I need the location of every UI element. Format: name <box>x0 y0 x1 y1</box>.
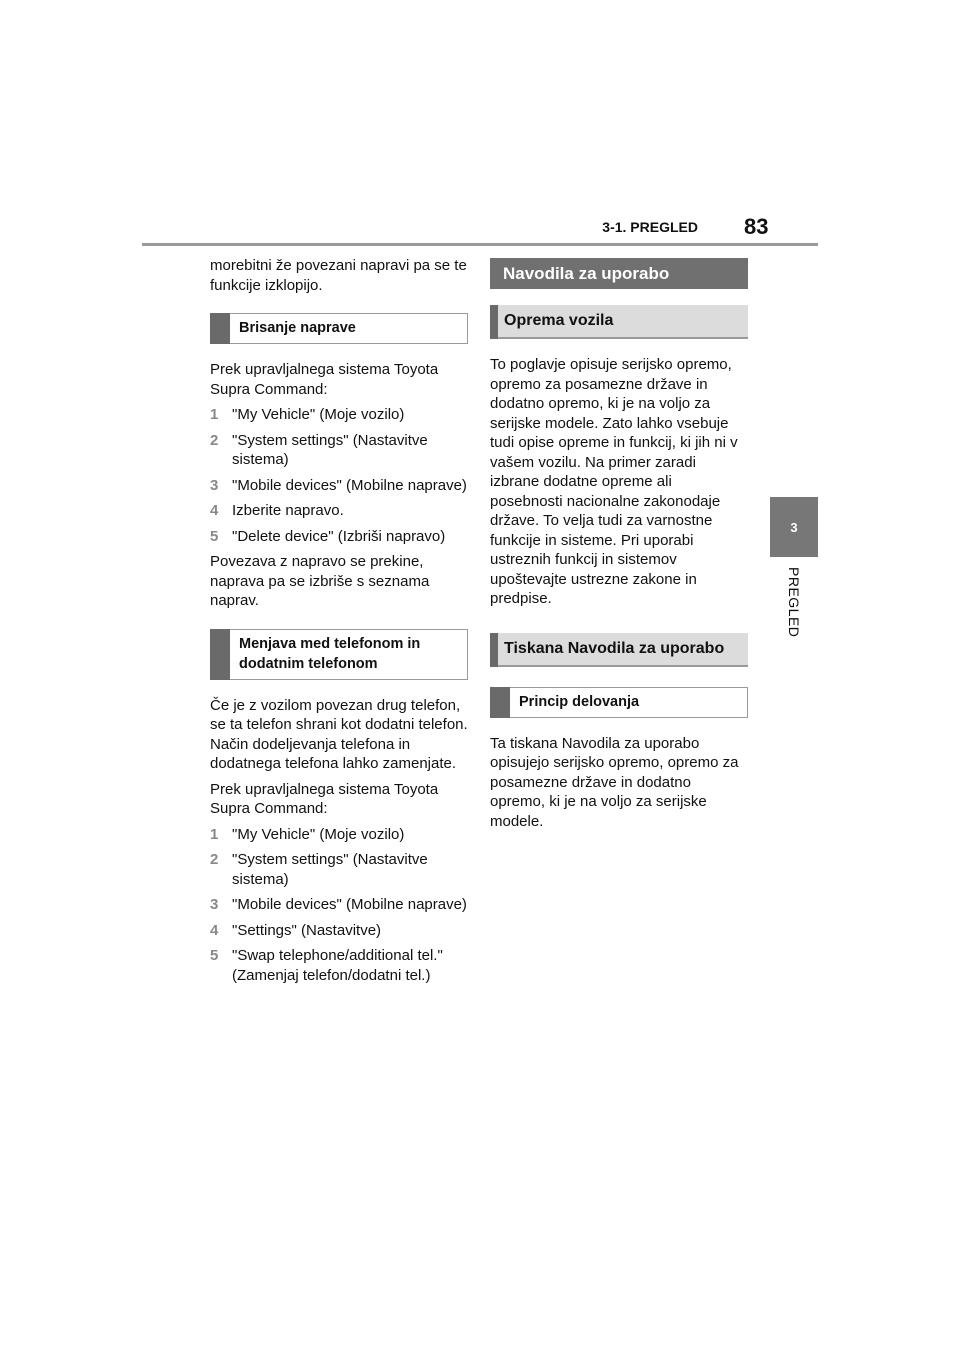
steps-list-delete <box>210 405 468 546</box>
paragraph: To poglavje opisuje serijsko opremo, opremo za posamezne države in dodatno opremo, ki je na voljo za serijske modele. Zato lahko vsebuje tudi opise opreme in funkcij, ki jih ni v vašem vozilu. Na primer zaradi izbrane dodatne opreme ali posebnosti nacionalne zakonodaje države. To velja tudi za varnostne funkcije in sisteme. Pri uporabi ustreznih funkcij in sistemov upoštevajte ustrezne zakone in predpise. <box>490 356 738 607</box>
intro-paragraph: morebitni že povezani napravi pa se te funkcije izklopijo. <box>210 257 467 294</box>
list-item: 2 "System settings" (Nastavitve sistema) <box>210 431 428 468</box>
paragraph: Ta tiskana Navodila za uporabo opisujejo serijsko opremo, opremo za posamezne države in dodatno opremo, ki je na voljo za serijske modele. <box>490 734 739 830</box>
subheading-principle: Princip delovanja <box>490 687 748 718</box>
subsection-heading: Tiskana Navodila za uporabo <box>490 633 748 667</box>
list-item: 5 "Swap telephone/additional tel." (Zamenjaj telefon/dodatni tel.) <box>210 947 443 984</box>
list-item: 5 "Delete device" (Izbriši napravo) <box>210 527 446 545</box>
list-item: 4 Izberite napravo. <box>210 502 344 519</box>
steps-list-swap <box>210 825 468 986</box>
list-item: 2 "System settings" (Nastavitve sistema) <box>210 851 428 888</box>
paragraph: Če je z vozilom povezan drug telefon, se ta telefon shrani kot dodatni telefon. Način dodeljevanja telefona in dodatnega telefona lahko zamenjate. <box>210 696 468 772</box>
section-title: 3-1. PREGLED <box>602 219 698 235</box>
header-rule <box>142 243 818 246</box>
page-number: 83 <box>744 214 769 239</box>
list-item: 1 "My Vehicle" (Moje vozilo) <box>210 406 405 423</box>
left-column <box>210 256 468 991</box>
list-item: 4 "Settings" (Nastavitve) <box>210 921 382 939</box>
paragraph: Prek upravljalnega sistema Toyota Supra Command: <box>210 780 439 817</box>
chapter-number: 3 <box>790 519 798 535</box>
list-item: 3 "Mobile devices" (Mobilne naprave) <box>210 476 467 494</box>
chapter-tab[interactable] <box>770 497 818 557</box>
list-item: 3 "Mobile devices" (Mobilne naprave) <box>210 896 467 913</box>
right-column <box>490 258 748 837</box>
paragraph: Povezava z napravo se prekine, naprava pa se izbriše s seznama naprav. <box>210 553 430 609</box>
subheading-swap-phone: Menjava med telefonom in dodatnim telefonom <box>210 629 468 680</box>
section-heading: Navodila za uporabo <box>490 258 748 289</box>
paragraph: Prek upravljalnega sistema Toyota Supra Command: <box>210 361 439 398</box>
subheading-delete-device: Brisanje naprave <box>210 313 468 344</box>
list-item: 1 "My Vehicle" (Moje vozilo) <box>210 825 405 843</box>
chapter-label: PREGLED <box>786 567 802 638</box>
subsection-heading: Oprema vozila <box>490 305 748 339</box>
